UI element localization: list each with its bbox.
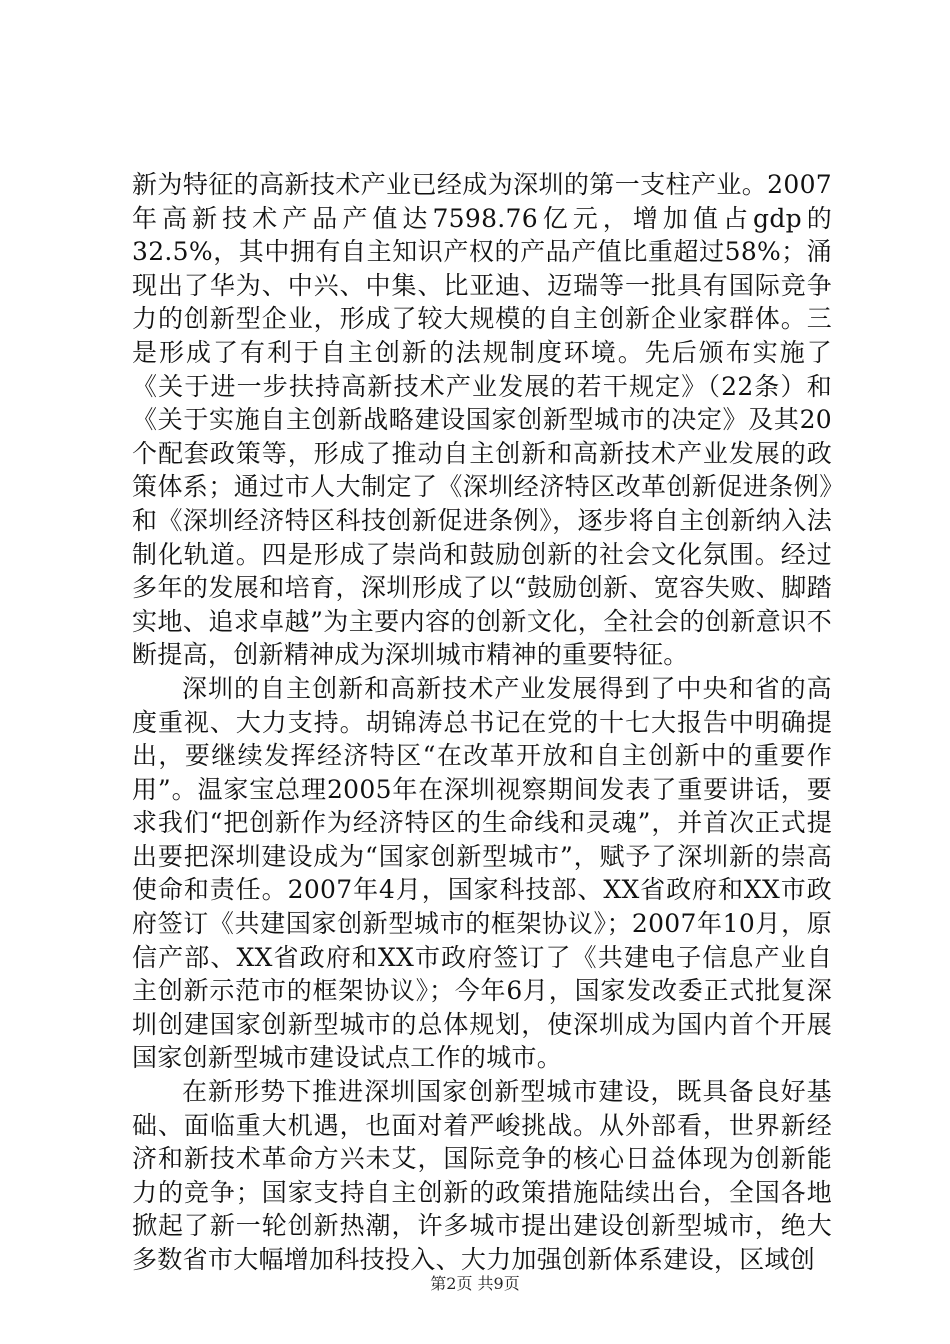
paragraph-3: 在新形势下推进深圳国家创新型城市建设，既具备良好基础、面临重大机遇，也面对着严峻挑战。从外部看，世界新经济和新技术革命方兴未艾，国际竞争的核心日益体现为创新能力的竞争；国家支持自主创新的政策措施陆续出台，全国各地掀起了新一轮创新热潮，许多城市提出建设创新型城市，绝大多数省市大幅增加科技投入、大力加强创新体系建设，区域创 — [132, 1077, 832, 1274]
document-body — [132, 168, 832, 1277]
paragraph-2: 深圳的自主创新和高新技术产业发展得到了中央和省的高度重视、大力支持。胡锦涛总书记在党的十七大报告中明确提出，要继续发挥经济特区“在改革开放和自主创新中的重要作用”。温家宝总理2005年在深圳视察期间发表了重要讲话，要求我们“把创新作为经济特区的生命线和灵魂”，并首次正式提出要把深圳建设成为“国家创新型城市”，赋予了深圳新的崇高使命和责任。2007年4月，国家科技部、XX省政府和XX市政府签订《共建国家创新型城市的框架协议》；2007年10月，原信产部、XX省政府和XX市政府签订了《共建电子信息产业自主创新示范市的框架协议》；今年6月，国家发改委正式批复深圳创建国家创新型城市的总体规划，使深圳成为国内首个开展国家创新型城市建设试点工作的城市。 — [132, 673, 832, 1073]
page-number-label: 第2页 共9页 — [430, 1274, 520, 1293]
paragraph-1: 新为特征的高新技术产业已经成为深圳的第一支柱产业。2007年高新技术产品产值达7598.76亿元，增加值占gdp的32.5%，其中拥有自主知识产权的产品产值比重超过58%；涌现出了华为、中兴、中集、比亚迪、迈瑞等一批具有国际竞争力的创新型企业，形成了较大规模的自主创新企业家群体。三是形成了有利于自主创新的法规制度环境。先后颁布实施了《关于进一步扶持高新技术产业发展的若干规定》（22条）和《关于实施自主创新战略建设国家创新型城市的决定》及其20个配套政策等，形成了推动自主创新和高新技术产业发展的政策体系；通过市人大制定了《深圳经济特区改革创新促进条例》和《深圳经济特区科技创新促进条例》，逐步将自主创新纳入法制化轨道。四是形成了崇尚和鼓励创新的社会文化氛围。经过多年的发展和培育，深圳形成了以“鼓励创新、宽容失败、脚踏实地、追求卓越”为主要内容的创新文化，全社会的创新意识不断提高，创新精神成为深圳城市精神的重要特征。 — [132, 170, 832, 670]
page-footer — [0, 1274, 950, 1294]
